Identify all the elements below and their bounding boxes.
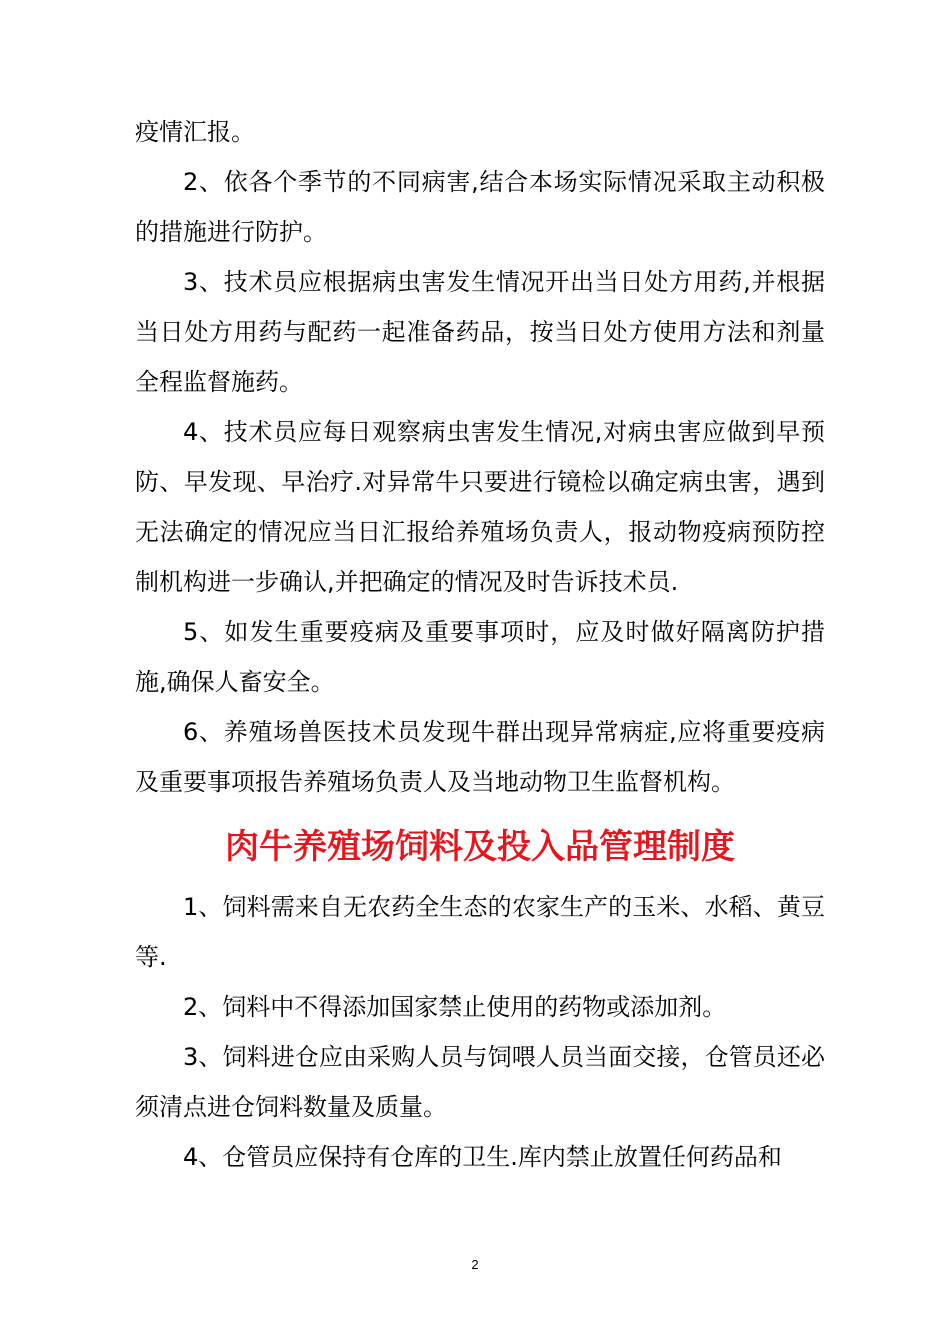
- section2-item-4: 4、仓管员应保持有仓库的卫生.库内禁止放置任何药品和: [183, 1143, 782, 1171]
- section2-item-2: 2、饲料中不得添加国家禁止使用的药物或添加剂。: [183, 993, 727, 1021]
- section-title: 肉牛养殖场饲料及投入品管理制度: [225, 827, 735, 867]
- continuation-paragraph: 疫情汇报。: [135, 118, 255, 146]
- section2-item-3: 3、饲料进仓应由采购人员与饲喂人员当面交接，仓管员还必须清点进仓饲料数量及质量。: [135, 1043, 825, 1121]
- section2-item-1: 1、饲料需来自无农药全生态的农家生产的玉米、水稻、黄豆等.: [135, 893, 825, 971]
- section1-item-3: 3、技术员应根据病虫害发生情况开出当日处方用药,并根据当日处方用药与配药一起准备药品，按当日处方使用方法和剂量全程监督施药。: [135, 268, 825, 396]
- section1-item-4: 4、技术员应每日观察病虫害发生情况,对病虫害应做到早预防、早发现、早治疗.对异常牛只要进行镜检以确定病虫害，遇到无法确定的情况应当日汇报给养殖场负责人，报动物疫病预防控制机构进一步确认,并把确定的情况及时告诉技术员.: [135, 418, 825, 596]
- page-number: 2: [471, 1257, 479, 1272]
- section1-item-6: 6、养殖场兽医技术员发现牛群出现异常病症,应将重要疫病及重要事项报告养殖场负责人及当地动物卫生监督机构。: [135, 718, 825, 796]
- section1-item-2: 2、依各个季节的不同病害,结合本场实际情况采取主动积极的措施进行防护。: [135, 168, 825, 246]
- page-content: [135, 107, 825, 1182]
- section1-item-5: 5、如发生重要疫病及重要事项时，应及时做好隔离防护措施,确保人畜安全。: [135, 618, 825, 696]
